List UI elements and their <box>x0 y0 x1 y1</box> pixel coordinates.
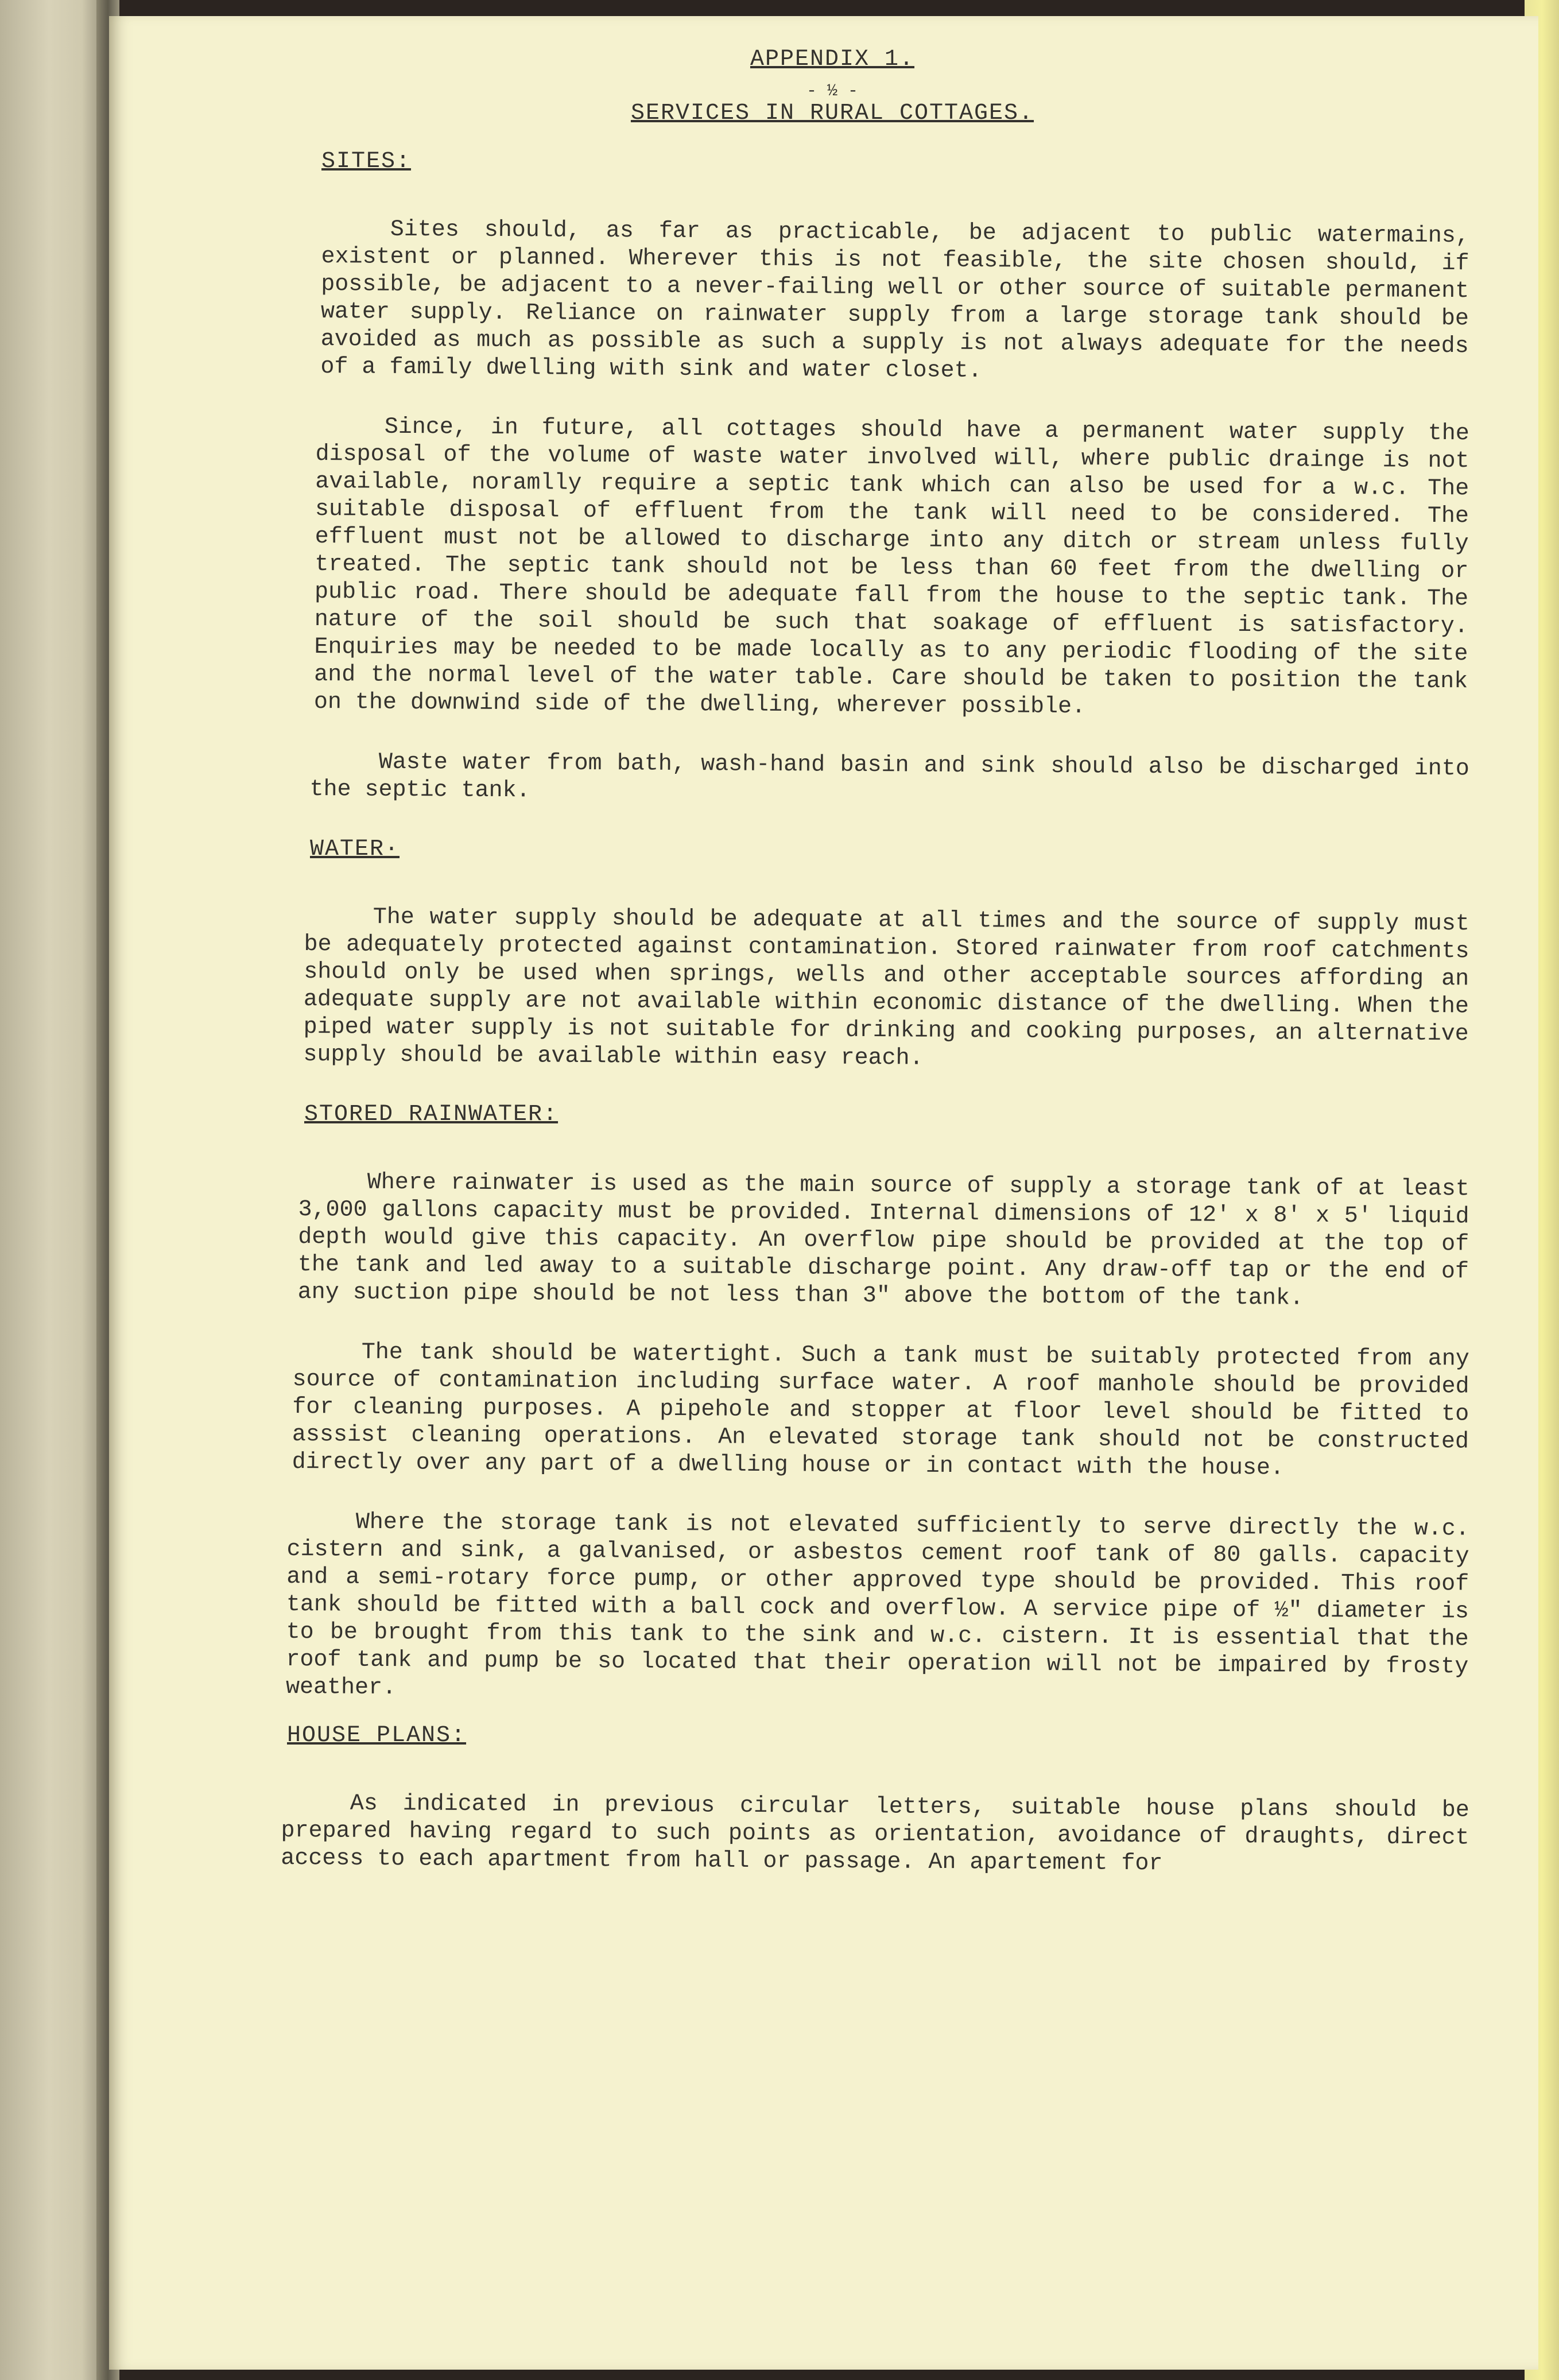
section-heading-house-plans: HOUSE PLANS: <box>287 1723 467 1749</box>
stored-rainwater-paragraph-2: The tank should be watertight. Such a tank must be suitably protected from any source of contamination including surface water. A roof manhole should be provided for cleaning purposes. A pipehole and stopper at floor level should be fitted to asssist cleaning operations. An elevated storage tank should not be constructed directly over any part of a dwelling house or in contact with the house. <box>292 1339 1469 1482</box>
sites-paragraph-1: Sites should, as far as practicable, be adjacent to public watermains, existent or planned. Wherever this is not feasible, the site chosen should, if possible, be adjacent to a never-failing well or other source of suitable permanent water supply. Reliance on rainwater supply from a large storage tank should be avoided as much as possible as such a supply is not always adequate for the needs of a family dwelling with sink and water closet. <box>320 216 1469 385</box>
section-heading-sites: SITES: <box>321 149 412 175</box>
section-heading-stored-rainwater: STORED RAINWATER: <box>304 1102 559 1127</box>
facing-page-edge <box>0 0 109 2380</box>
house-plans-paragraph-1: As indicated in previous circular letters, suitable house plans should be prepared having regard to such points as orientation, avoidance of draughts, direct access to each apartment from hall or passage. An apartement for <box>281 1790 1469 1877</box>
water-paragraph-1: The water supply should be adequate at all times and the source of supply must be adequately protected against contamination. Stored rainwater from roof catchments should only be used when springs, wells and other acceptable sources affording an adequate supply are not available within economic distance of the dwelling. When the piped water supply is not suitable for drinking and cooking purposes, an alternative supply should be available within easy reach. <box>303 904 1469 1072</box>
stored-rainwater-paragraph-1: Where rainwater is used as the main source of supply a storage tank of at least 3,000 gallons capacity must be provided. Internal dimensions of 12' x 8' x 5' liquid depth would give this capacity. An overflow pipe should be provided at the top of the tank and led away to a suitable discharge point. Any draw-off tap or the end of any suction pipe should be not less than 3" above the bottom of the tank. <box>297 1169 1469 1312</box>
stored-rainwater-paragraph-3: Where the storage tank is not elevated sufficiently to serve directly the w.c. cistern and sink, a galvanised, or asbestos cement roof tank of 80 galls. capacity and a semi-rotary force pump, or other approved type should be provided. This roof tank should be fitted with a ball cock and overflow. A service pipe of ½" diameter is to be brought from this tank to the sink and w.c. cistern. It is essential that the roof tank and pump be so located that their operation will not be impaired by frosty weather. <box>285 1509 1469 1701</box>
document-body <box>195 28 1469 1877</box>
document-subtitle: SERVICES IN RURAL COTTAGES. <box>630 100 1034 126</box>
sites-paragraph-2: Since, in future, all cottages should have a permanent water supply the disposal of the volume of waste water involved will, where public drainge is not available, noramlly require a septic tank which can also be used for a w.c. The suitable disposal of effluent from the tank will need to be considered. The effluent must not be allowed to discharge into any ditch or stream unless fully treated. The septic tank should not be less than 60 feet from the dwelling or public road. There should be adequate fall from the house to the septic tank. The nature of the soil should be such that soakage of effluent is satisfactory. Enquiries may be needed to be made locally as to any periodic flooding of the site and the normal level of the water table. Care should be taken to position the tank on the downwind side of the dwelling, wherever possible. <box>313 414 1469 720</box>
page-mark: - ½ - <box>806 82 858 101</box>
section-heading-water: WATER· <box>310 836 400 862</box>
appendix-title: APPENDIX 1. <box>750 46 915 72</box>
sites-paragraph-3: Waste water from bath, wash-hand basin and sink should also be discharged into the septic tank. <box>309 749 1469 804</box>
document-page <box>109 16 1538 2370</box>
